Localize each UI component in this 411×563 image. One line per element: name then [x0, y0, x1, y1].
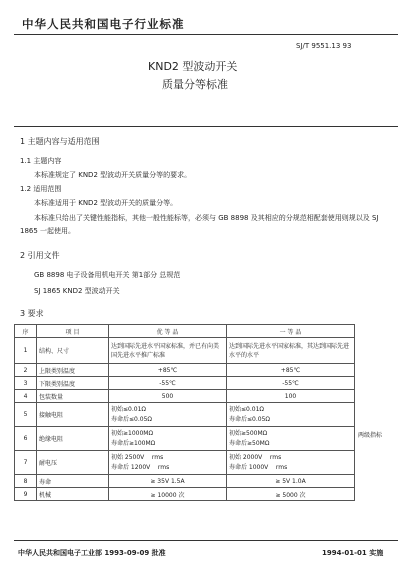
row-grade-b: 初始≥500MΩ 寿命后≥50MΩ [227, 427, 355, 451]
row-no: 7 [15, 451, 37, 475]
footer-effective-date: 1994-01-01 实施 [322, 549, 384, 557]
reference-sj1865: SJ 1865 KND2 型波动开关 [34, 287, 120, 295]
standard-header-title: 中华人民共和国电子行业标准 [22, 17, 185, 31]
row-grade-b: 达到国际先进水平国家标准，其达到国际先进水平的水平 [227, 338, 355, 364]
row-grade-a: 达到国际先进水平国家标准，并已有向美国先进水平推广标准 [109, 338, 227, 364]
section-2-heading: 2 引用文件 [20, 251, 60, 260]
table-row [15, 338, 355, 364]
row-grade-b: -55℃ [227, 377, 355, 390]
row-item: 寿命 [37, 475, 109, 488]
row-item: 下限类别温度 [37, 377, 109, 390]
row-grade-a: +85℃ [109, 364, 227, 377]
row-no: 3 [15, 377, 37, 390]
col-header-grade-b: 一 等 品 [227, 325, 355, 338]
header-divider [14, 34, 398, 35]
row-grade-b: 初始≤0.01Ω 寿命后≤0.05Ω [227, 403, 355, 427]
row-grade-b: +85℃ [227, 364, 355, 377]
row-item: 绝缘电阻 [37, 427, 109, 451]
row-grade-a: ≥ 10000 次 [109, 488, 227, 501]
document-title: KND2 型波动开关 [148, 60, 238, 73]
table-row [15, 427, 355, 451]
reference-gb8898: GB 8898 电子设备用机电开关 第1部分 总规范 [34, 271, 181, 279]
row-grade-b: 100 [227, 390, 355, 403]
row-no: 5 [15, 403, 37, 427]
table-row [15, 364, 355, 377]
requirements-table [14, 324, 355, 501]
row-grade-a: 初始≤0.01Ω 寿命后≤0.05Ω [109, 403, 227, 427]
section-1-2-text-1: 本标准适用于 KND2 型波动开关的质量分等。 [34, 199, 178, 207]
row-no: 1 [15, 338, 37, 364]
row-grade-a: ≥ 35V 1.5A [109, 475, 227, 488]
row-no: 6 [15, 427, 37, 451]
row-no: 9 [15, 488, 37, 501]
row-item: 耐电压 [37, 451, 109, 475]
table-header-row [15, 325, 355, 338]
col-header-item: 项 目 [37, 325, 109, 338]
col-header-no: 序 [15, 325, 37, 338]
section-1-heading: 1 主题内容与适用范围 [20, 137, 100, 146]
row-item: 包装数量 [37, 390, 109, 403]
row-grade-b: ≥ 5V 1.0A [227, 475, 355, 488]
row-grade-a: 初始≥1000MΩ 寿命后≥100MΩ [109, 427, 227, 451]
table-row [15, 390, 355, 403]
section-1-2-heading: 1.2 适用范围 [20, 185, 62, 193]
row-no: 4 [15, 390, 37, 403]
section-1-2-text-2: 本标准只给出了关键性能指标，其他一般性能标等，必须与 GB 8898 及其相应的分规范相配套使用则规以及 SJ 1865 一起使用。 [20, 214, 379, 235]
row-item: 上限类别温度 [37, 364, 109, 377]
row-no: 2 [15, 364, 37, 377]
row-no: 8 [15, 475, 37, 488]
table-row [15, 488, 355, 501]
table-remark: 两级指标 [358, 432, 383, 439]
standard-code: SJ/T 9551.13 93 [296, 42, 352, 50]
col-header-grade-a: 优 等 品 [109, 325, 227, 338]
table-row [15, 403, 355, 427]
table-row [15, 475, 355, 488]
row-grade-a: -55℃ [109, 377, 227, 390]
table-row [15, 377, 355, 390]
row-item: 接触电阻 [37, 403, 109, 427]
row-grade-b: ≥ 5000 次 [227, 488, 355, 501]
title-divider [14, 126, 398, 127]
row-grade-a: 初始 2500V rms 寿命后 1200V rms [109, 451, 227, 475]
document-subtitle: 质量分等标准 [162, 78, 228, 91]
row-item: 机械 [37, 488, 109, 501]
table-row [15, 451, 355, 475]
section-3-heading: 3 要求 [20, 309, 44, 318]
section-1-1-heading: 1.1 主题内容 [20, 157, 62, 165]
row-item: 结构、尺寸 [37, 338, 109, 364]
footer-divider [14, 540, 398, 541]
footer-issuer: 中华人民共和国电子工业部 1993-09-09 批准 [18, 549, 166, 557]
section-1-1-text: 本标准规定了 KND2 型波动开关质量分等的要求。 [34, 171, 192, 179]
row-grade-b: 初始 2000V rms 寿命后 1000V rms [227, 451, 355, 475]
row-grade-a: 500 [109, 390, 227, 403]
